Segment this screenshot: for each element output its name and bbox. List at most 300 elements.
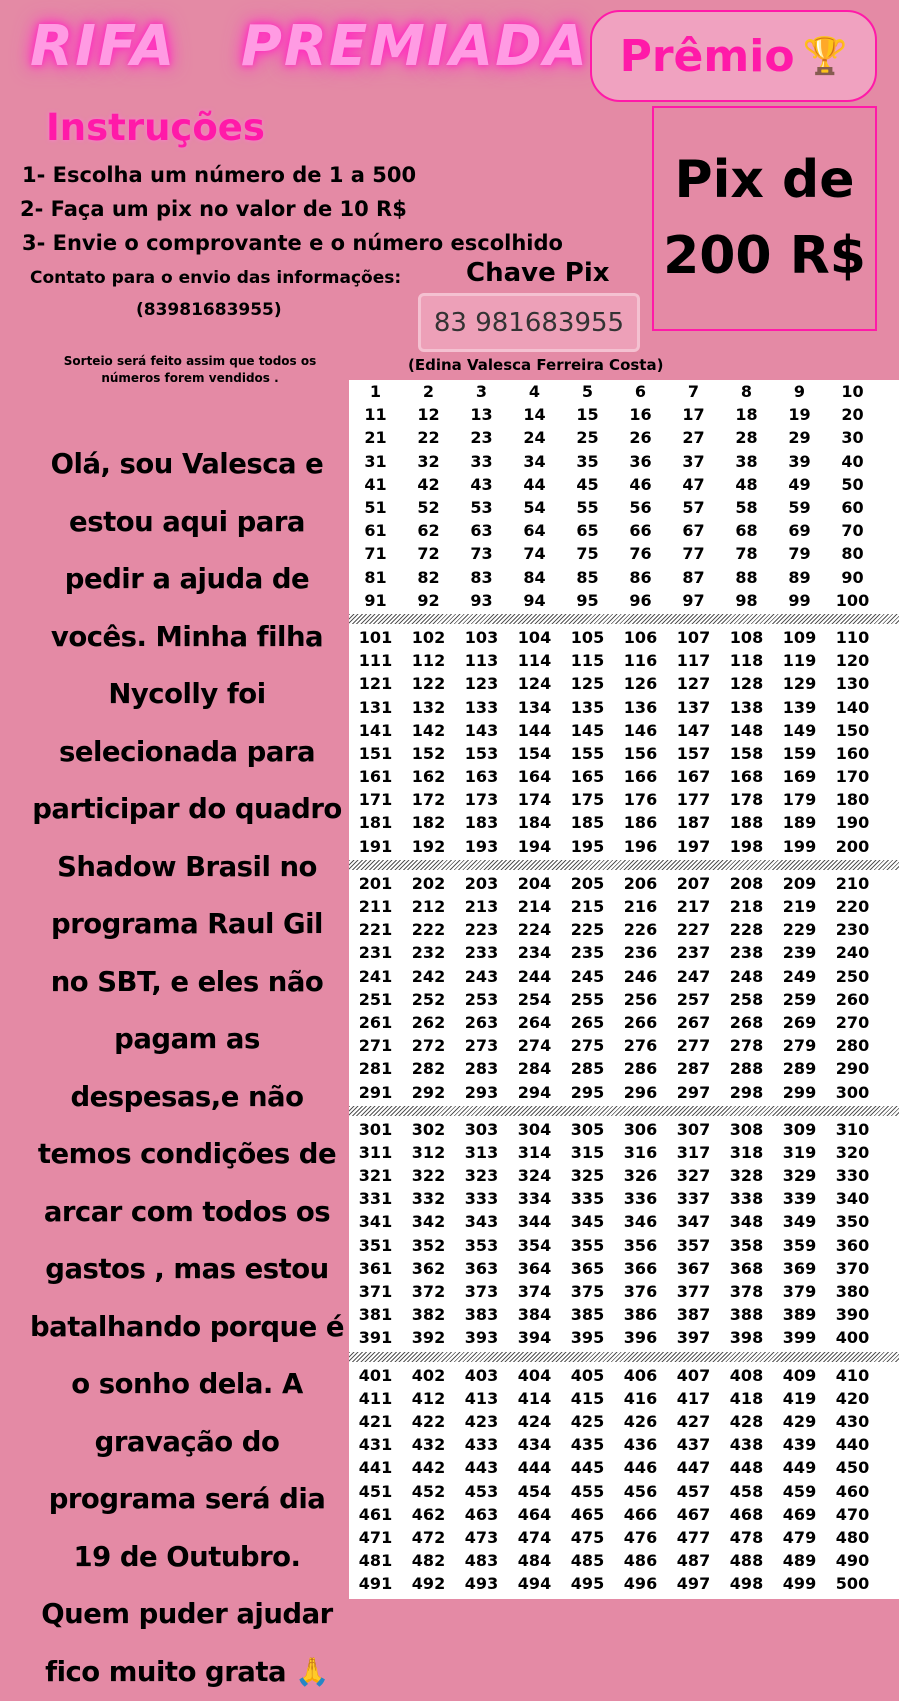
raffle-number[interactable]: 403 <box>464 1365 499 1385</box>
raffle-number[interactable]: 331 <box>358 1189 393 1209</box>
raffle-number[interactable]: 424 <box>517 1411 552 1431</box>
raffle-number[interactable]: 8 <box>740 382 753 402</box>
raffle-number[interactable]: 74 <box>523 544 546 564</box>
raffle-number[interactable]: 327 <box>676 1166 711 1186</box>
raffle-number[interactable]: 24 <box>523 428 546 448</box>
raffle-number[interactable]: 124 <box>517 674 552 694</box>
raffle-number[interactable]: 163 <box>464 767 499 787</box>
raffle-number[interactable]: 38 <box>735 451 758 471</box>
raffle-number[interactable]: 476 <box>623 1527 658 1547</box>
raffle-number[interactable]: 61 <box>364 521 387 541</box>
raffle-number[interactable]: 152 <box>411 743 446 763</box>
raffle-number[interactable]: 79 <box>788 544 811 564</box>
raffle-number[interactable]: 232 <box>411 943 446 963</box>
raffle-number[interactable]: 101 <box>358 627 393 647</box>
raffle-number[interactable]: 326 <box>623 1166 658 1186</box>
raffle-number[interactable]: 341 <box>358 1212 393 1232</box>
raffle-number[interactable]: 18 <box>735 405 758 425</box>
raffle-number[interactable]: 387 <box>676 1305 711 1325</box>
raffle-number[interactable]: 438 <box>729 1435 764 1455</box>
raffle-number[interactable]: 412 <box>411 1388 446 1408</box>
raffle-number[interactable]: 206 <box>623 873 658 893</box>
raffle-number[interactable]: 312 <box>411 1142 446 1162</box>
raffle-number[interactable]: 214 <box>517 897 552 917</box>
raffle-number[interactable]: 322 <box>411 1166 446 1186</box>
raffle-number[interactable]: 372 <box>411 1282 446 1302</box>
raffle-number[interactable]: 330 <box>835 1166 870 1186</box>
raffle-number[interactable]: 311 <box>358 1142 393 1162</box>
raffle-number[interactable]: 308 <box>729 1119 764 1139</box>
raffle-number[interactable]: 197 <box>676 836 711 856</box>
raffle-number[interactable]: 12 <box>417 405 440 425</box>
raffle-number[interactable]: 347 <box>676 1212 711 1232</box>
raffle-number[interactable]: 15 <box>576 405 599 425</box>
raffle-number[interactable]: 463 <box>464 1504 499 1524</box>
raffle-number[interactable]: 413 <box>464 1388 499 1408</box>
raffle-number[interactable]: 265 <box>570 1012 605 1032</box>
raffle-number[interactable]: 427 <box>676 1411 711 1431</box>
raffle-number[interactable]: 304 <box>517 1119 552 1139</box>
raffle-number[interactable]: 50 <box>841 474 864 494</box>
raffle-number[interactable]: 388 <box>729 1305 764 1325</box>
raffle-number[interactable]: 189 <box>782 813 817 833</box>
raffle-number[interactable]: 286 <box>623 1059 658 1079</box>
raffle-number[interactable]: 422 <box>411 1411 446 1431</box>
raffle-number[interactable]: 147 <box>676 720 711 740</box>
raffle-number[interactable]: 200 <box>835 836 870 856</box>
raffle-number[interactable]: 253 <box>464 989 499 1009</box>
raffle-number[interactable]: 301 <box>358 1119 393 1139</box>
raffle-number[interactable]: 162 <box>411 767 446 787</box>
raffle-number[interactable]: 82 <box>417 567 440 587</box>
raffle-number[interactable]: 345 <box>570 1212 605 1232</box>
raffle-number[interactable]: 289 <box>782 1059 817 1079</box>
raffle-number[interactable]: 450 <box>835 1458 870 1478</box>
raffle-number[interactable]: 319 <box>782 1142 817 1162</box>
raffle-number[interactable]: 441 <box>358 1458 393 1478</box>
raffle-number[interactable]: 11 <box>364 405 387 425</box>
raffle-number[interactable]: 63 <box>470 521 493 541</box>
raffle-number[interactable]: 379 <box>782 1282 817 1302</box>
raffle-number[interactable]: 77 <box>682 544 705 564</box>
raffle-number[interactable]: 65 <box>576 521 599 541</box>
raffle-number[interactable]: 460 <box>835 1481 870 1501</box>
raffle-number[interactable]: 91 <box>364 590 387 610</box>
raffle-number[interactable]: 98 <box>735 590 758 610</box>
raffle-number[interactable]: 376 <box>623 1282 658 1302</box>
raffle-number[interactable]: 493 <box>464 1574 499 1594</box>
raffle-number[interactable]: 97 <box>682 590 705 610</box>
raffle-number[interactable]: 429 <box>782 1411 817 1431</box>
raffle-number[interactable]: 352 <box>411 1235 446 1255</box>
raffle-number[interactable]: 436 <box>623 1435 658 1455</box>
raffle-number[interactable]: 465 <box>570 1504 605 1524</box>
raffle-number[interactable]: 58 <box>735 498 758 518</box>
raffle-number[interactable]: 186 <box>623 813 658 833</box>
raffle-number[interactable]: 464 <box>517 1504 552 1524</box>
raffle-number[interactable]: 272 <box>411 1036 446 1056</box>
raffle-number[interactable]: 209 <box>782 873 817 893</box>
raffle-number[interactable]: 246 <box>623 966 658 986</box>
raffle-number[interactable]: 111 <box>358 651 393 671</box>
raffle-number[interactable]: 208 <box>729 873 764 893</box>
raffle-number[interactable]: 392 <box>411 1328 446 1348</box>
raffle-number[interactable]: 203 <box>464 873 499 893</box>
raffle-number[interactable]: 365 <box>570 1258 605 1278</box>
raffle-number[interactable]: 71 <box>364 544 387 564</box>
raffle-number[interactable]: 426 <box>623 1411 658 1431</box>
raffle-number[interactable]: 90 <box>841 567 864 587</box>
raffle-number[interactable]: 281 <box>358 1059 393 1079</box>
raffle-number[interactable]: 356 <box>623 1235 658 1255</box>
raffle-number[interactable]: 55 <box>576 498 599 518</box>
raffle-number[interactable]: 486 <box>623 1551 658 1571</box>
raffle-number[interactable]: 337 <box>676 1189 711 1209</box>
raffle-number[interactable]: 428 <box>729 1411 764 1431</box>
raffle-number[interactable]: 395 <box>570 1328 605 1348</box>
raffle-number[interactable]: 102 <box>411 627 446 647</box>
raffle-number[interactable]: 153 <box>464 743 499 763</box>
raffle-number[interactable]: 112 <box>411 651 446 671</box>
raffle-number[interactable]: 144 <box>517 720 552 740</box>
raffle-number[interactable]: 348 <box>729 1212 764 1232</box>
raffle-number[interactable]: 21 <box>364 428 387 448</box>
raffle-number[interactable]: 169 <box>782 767 817 787</box>
raffle-number[interactable]: 497 <box>676 1574 711 1594</box>
raffle-number[interactable]: 93 <box>470 590 493 610</box>
raffle-number[interactable]: 159 <box>782 743 817 763</box>
raffle-number[interactable]: 241 <box>358 966 393 986</box>
raffle-number[interactable]: 230 <box>835 920 870 940</box>
raffle-number[interactable]: 359 <box>782 1235 817 1255</box>
raffle-number[interactable]: 261 <box>358 1012 393 1032</box>
raffle-number[interactable]: 277 <box>676 1036 711 1056</box>
raffle-number[interactable]: 455 <box>570 1481 605 1501</box>
raffle-number[interactable]: 390 <box>835 1305 870 1325</box>
raffle-number[interactable]: 22 <box>417 428 440 448</box>
raffle-number[interactable]: 454 <box>517 1481 552 1501</box>
raffle-number[interactable]: 435 <box>570 1435 605 1455</box>
raffle-number[interactable]: 479 <box>782 1527 817 1547</box>
raffle-number[interactable]: 333 <box>464 1189 499 1209</box>
raffle-number[interactable]: 263 <box>464 1012 499 1032</box>
raffle-number[interactable]: 357 <box>676 1235 711 1255</box>
raffle-number[interactable]: 402 <box>411 1365 446 1385</box>
raffle-number[interactable]: 180 <box>835 790 870 810</box>
raffle-number[interactable]: 416 <box>623 1388 658 1408</box>
raffle-number[interactable]: 475 <box>570 1527 605 1547</box>
raffle-number[interactable]: 121 <box>358 674 393 694</box>
raffle-number[interactable]: 48 <box>735 474 758 494</box>
raffle-number[interactable]: 138 <box>729 697 764 717</box>
raffle-number[interactable]: 384 <box>517 1305 552 1325</box>
raffle-number[interactable]: 59 <box>788 498 811 518</box>
raffle-number[interactable]: 218 <box>729 897 764 917</box>
raffle-number[interactable]: 179 <box>782 790 817 810</box>
raffle-number[interactable]: 405 <box>570 1365 605 1385</box>
raffle-number[interactable]: 279 <box>782 1036 817 1056</box>
raffle-number[interactable]: 219 <box>782 897 817 917</box>
raffle-number[interactable]: 247 <box>676 966 711 986</box>
raffle-number[interactable]: 294 <box>517 1082 552 1102</box>
raffle-number[interactable]: 318 <box>729 1142 764 1162</box>
raffle-number[interactable]: 172 <box>411 790 446 810</box>
raffle-number[interactable]: 143 <box>464 720 499 740</box>
raffle-number[interactable]: 432 <box>411 1435 446 1455</box>
raffle-number[interactable]: 381 <box>358 1305 393 1325</box>
raffle-number[interactable]: 410 <box>835 1365 870 1385</box>
raffle-number[interactable]: 210 <box>835 873 870 893</box>
raffle-number[interactable]: 257 <box>676 989 711 1009</box>
raffle-number[interactable]: 235 <box>570 943 605 963</box>
raffle-number[interactable]: 353 <box>464 1235 499 1255</box>
raffle-number[interactable]: 140 <box>835 697 870 717</box>
raffle-number[interactable]: 211 <box>358 897 393 917</box>
raffle-number[interactable]: 217 <box>676 897 711 917</box>
raffle-number[interactable]: 238 <box>729 943 764 963</box>
raffle-number[interactable]: 361 <box>358 1258 393 1278</box>
raffle-number[interactable]: 149 <box>782 720 817 740</box>
raffle-number[interactable]: 104 <box>517 627 552 647</box>
raffle-number[interactable]: 88 <box>735 567 758 587</box>
raffle-number[interactable]: 470 <box>835 1504 870 1524</box>
raffle-number[interactable]: 417 <box>676 1388 711 1408</box>
raffle-number[interactable]: 488 <box>729 1551 764 1571</box>
raffle-number[interactable]: 177 <box>676 790 711 810</box>
raffle-number[interactable]: 346 <box>623 1212 658 1232</box>
raffle-number[interactable]: 173 <box>464 790 499 810</box>
raffle-number[interactable]: 344 <box>517 1212 552 1232</box>
raffle-number[interactable]: 83 <box>470 567 493 587</box>
raffle-number[interactable]: 139 <box>782 697 817 717</box>
raffle-number[interactable]: 368 <box>729 1258 764 1278</box>
raffle-number[interactable]: 302 <box>411 1119 446 1139</box>
raffle-number[interactable]: 285 <box>570 1059 605 1079</box>
raffle-number[interactable]: 96 <box>629 590 652 610</box>
raffle-number[interactable]: 10 <box>841 382 864 402</box>
raffle-number[interactable]: 473 <box>464 1527 499 1547</box>
raffle-number[interactable]: 174 <box>517 790 552 810</box>
raffle-number[interactable]: 452 <box>411 1481 446 1501</box>
raffle-number[interactable]: 142 <box>411 720 446 740</box>
raffle-number[interactable]: 151 <box>358 743 393 763</box>
raffle-number[interactable]: 338 <box>729 1189 764 1209</box>
raffle-number[interactable]: 266 <box>623 1012 658 1032</box>
raffle-number[interactable]: 386 <box>623 1305 658 1325</box>
raffle-number[interactable]: 444 <box>517 1458 552 1478</box>
raffle-number[interactable]: 375 <box>570 1282 605 1302</box>
raffle-number[interactable]: 389 <box>782 1305 817 1325</box>
raffle-number[interactable]: 456 <box>623 1481 658 1501</box>
raffle-number[interactable]: 363 <box>464 1258 499 1278</box>
raffle-number[interactable]: 41 <box>364 474 387 494</box>
raffle-number[interactable]: 56 <box>629 498 652 518</box>
raffle-number[interactable]: 425 <box>570 1411 605 1431</box>
raffle-number[interactable]: 254 <box>517 989 552 1009</box>
raffle-number[interactable]: 156 <box>623 743 658 763</box>
raffle-number[interactable]: 40 <box>841 451 864 471</box>
raffle-number[interactable]: 30 <box>841 428 864 448</box>
raffle-number[interactable]: 171 <box>358 790 393 810</box>
raffle-number[interactable]: 339 <box>782 1189 817 1209</box>
raffle-number[interactable]: 37 <box>682 451 705 471</box>
raffle-number[interactable]: 335 <box>570 1189 605 1209</box>
raffle-number[interactable]: 145 <box>570 720 605 740</box>
raffle-number[interactable]: 369 <box>782 1258 817 1278</box>
raffle-number[interactable]: 137 <box>676 697 711 717</box>
raffle-number[interactable]: 474 <box>517 1527 552 1547</box>
raffle-number[interactable]: 314 <box>517 1142 552 1162</box>
raffle-number[interactable]: 491 <box>358 1574 393 1594</box>
raffle-number[interactable]: 167 <box>676 767 711 787</box>
raffle-number[interactable]: 7 <box>687 382 700 402</box>
raffle-number[interactable]: 349 <box>782 1212 817 1232</box>
raffle-number[interactable]: 399 <box>782 1328 817 1348</box>
raffle-number[interactable]: 245 <box>570 966 605 986</box>
raffle-number[interactable]: 116 <box>623 651 658 671</box>
raffle-number[interactable]: 398 <box>729 1328 764 1348</box>
raffle-number[interactable]: 182 <box>411 813 446 833</box>
raffle-number[interactable]: 31 <box>364 451 387 471</box>
raffle-number[interactable]: 252 <box>411 989 446 1009</box>
raffle-number[interactable]: 315 <box>570 1142 605 1162</box>
raffle-number[interactable]: 228 <box>729 920 764 940</box>
raffle-number[interactable]: 306 <box>623 1119 658 1139</box>
raffle-number[interactable]: 187 <box>676 813 711 833</box>
raffle-number[interactable]: 202 <box>411 873 446 893</box>
raffle-number[interactable]: 258 <box>729 989 764 1009</box>
raffle-number[interactable]: 278 <box>729 1036 764 1056</box>
raffle-number[interactable]: 222 <box>411 920 446 940</box>
raffle-number[interactable]: 227 <box>676 920 711 940</box>
raffle-number[interactable]: 225 <box>570 920 605 940</box>
raffle-number[interactable]: 407 <box>676 1365 711 1385</box>
raffle-number[interactable]: 108 <box>729 627 764 647</box>
raffle-number[interactable]: 378 <box>729 1282 764 1302</box>
raffle-number[interactable]: 123 <box>464 674 499 694</box>
raffle-number[interactable]: 259 <box>782 989 817 1009</box>
raffle-number[interactable]: 494 <box>517 1574 552 1594</box>
raffle-number[interactable]: 329 <box>782 1166 817 1186</box>
raffle-number[interactable]: 351 <box>358 1235 393 1255</box>
raffle-number[interactable]: 57 <box>682 498 705 518</box>
raffle-number[interactable]: 440 <box>835 1435 870 1455</box>
raffle-number[interactable]: 471 <box>358 1527 393 1547</box>
raffle-number[interactable]: 32 <box>417 451 440 471</box>
raffle-number[interactable]: 268 <box>729 1012 764 1032</box>
raffle-number[interactable]: 237 <box>676 943 711 963</box>
raffle-number[interactable]: 370 <box>835 1258 870 1278</box>
raffle-number[interactable]: 73 <box>470 544 493 564</box>
raffle-number[interactable]: 69 <box>788 521 811 541</box>
raffle-number[interactable]: 448 <box>729 1458 764 1478</box>
raffle-number[interactable]: 419 <box>782 1388 817 1408</box>
raffle-number[interactable]: 194 <box>517 836 552 856</box>
raffle-number[interactable]: 391 <box>358 1328 393 1348</box>
raffle-number[interactable]: 309 <box>782 1119 817 1139</box>
raffle-number[interactable]: 366 <box>623 1258 658 1278</box>
raffle-number[interactable]: 269 <box>782 1012 817 1032</box>
raffle-number[interactable]: 496 <box>623 1574 658 1594</box>
raffle-number[interactable]: 17 <box>682 405 705 425</box>
raffle-number[interactable]: 16 <box>629 405 652 425</box>
raffle-number[interactable]: 495 <box>570 1574 605 1594</box>
raffle-number[interactable]: 127 <box>676 674 711 694</box>
raffle-number[interactable]: 484 <box>517 1551 552 1571</box>
raffle-number[interactable]: 19 <box>788 405 811 425</box>
raffle-number[interactable]: 148 <box>729 720 764 740</box>
raffle-number[interactable]: 457 <box>676 1481 711 1501</box>
raffle-number[interactable]: 418 <box>729 1388 764 1408</box>
raffle-number[interactable]: 415 <box>570 1388 605 1408</box>
raffle-number[interactable]: 282 <box>411 1059 446 1079</box>
raffle-number[interactable]: 256 <box>623 989 658 1009</box>
raffle-number[interactable]: 192 <box>411 836 446 856</box>
raffle-number[interactable]: 110 <box>835 627 870 647</box>
raffle-number[interactable]: 45 <box>576 474 599 494</box>
raffle-number[interactable]: 5 <box>581 382 594 402</box>
raffle-number[interactable]: 226 <box>623 920 658 940</box>
raffle-number[interactable]: 86 <box>629 567 652 587</box>
raffle-number[interactable]: 136 <box>623 697 658 717</box>
raffle-number[interactable]: 150 <box>835 720 870 740</box>
raffle-number[interactable]: 125 <box>570 674 605 694</box>
raffle-number[interactable]: 231 <box>358 943 393 963</box>
raffle-number[interactable]: 374 <box>517 1282 552 1302</box>
raffle-number[interactable]: 75 <box>576 544 599 564</box>
raffle-number[interactable]: 400 <box>835 1328 870 1348</box>
raffle-number[interactable]: 135 <box>570 697 605 717</box>
raffle-number[interactable]: 76 <box>629 544 652 564</box>
raffle-number[interactable]: 36 <box>629 451 652 471</box>
raffle-number[interactable]: 354 <box>517 1235 552 1255</box>
raffle-number[interactable]: 433 <box>464 1435 499 1455</box>
raffle-number[interactable]: 324 <box>517 1166 552 1186</box>
raffle-number[interactable]: 297 <box>676 1082 711 1102</box>
raffle-number[interactable]: 461 <box>358 1504 393 1524</box>
raffle-number[interactable]: 100 <box>835 590 870 610</box>
raffle-number[interactable]: 188 <box>729 813 764 833</box>
raffle-number[interactable]: 4 <box>528 382 541 402</box>
raffle-number[interactable]: 240 <box>835 943 870 963</box>
raffle-number[interactable]: 68 <box>735 521 758 541</box>
raffle-number[interactable]: 42 <box>417 474 440 494</box>
raffle-number[interactable]: 95 <box>576 590 599 610</box>
raffle-number[interactable]: 299 <box>782 1082 817 1102</box>
raffle-number[interactable]: 132 <box>411 697 446 717</box>
raffle-number[interactable]: 46 <box>629 474 652 494</box>
raffle-number[interactable]: 446 <box>623 1458 658 1478</box>
raffle-number[interactable]: 26 <box>629 428 652 448</box>
raffle-number[interactable]: 161 <box>358 767 393 787</box>
raffle-number[interactable]: 120 <box>835 651 870 671</box>
raffle-number[interactable]: 284 <box>517 1059 552 1079</box>
raffle-number[interactable]: 420 <box>835 1388 870 1408</box>
raffle-number[interactable]: 317 <box>676 1142 711 1162</box>
raffle-number[interactable]: 498 <box>729 1574 764 1594</box>
raffle-number[interactable]: 406 <box>623 1365 658 1385</box>
raffle-number[interactable]: 105 <box>570 627 605 647</box>
raffle-number[interactable]: 394 <box>517 1328 552 1348</box>
raffle-number[interactable]: 430 <box>835 1411 870 1431</box>
raffle-number[interactable]: 380 <box>835 1282 870 1302</box>
raffle-number[interactable]: 288 <box>729 1059 764 1079</box>
raffle-number[interactable]: 215 <box>570 897 605 917</box>
raffle-number[interactable]: 9 <box>793 382 806 402</box>
raffle-number[interactable]: 168 <box>729 767 764 787</box>
raffle-number[interactable]: 62 <box>417 521 440 541</box>
raffle-number[interactable]: 130 <box>835 674 870 694</box>
